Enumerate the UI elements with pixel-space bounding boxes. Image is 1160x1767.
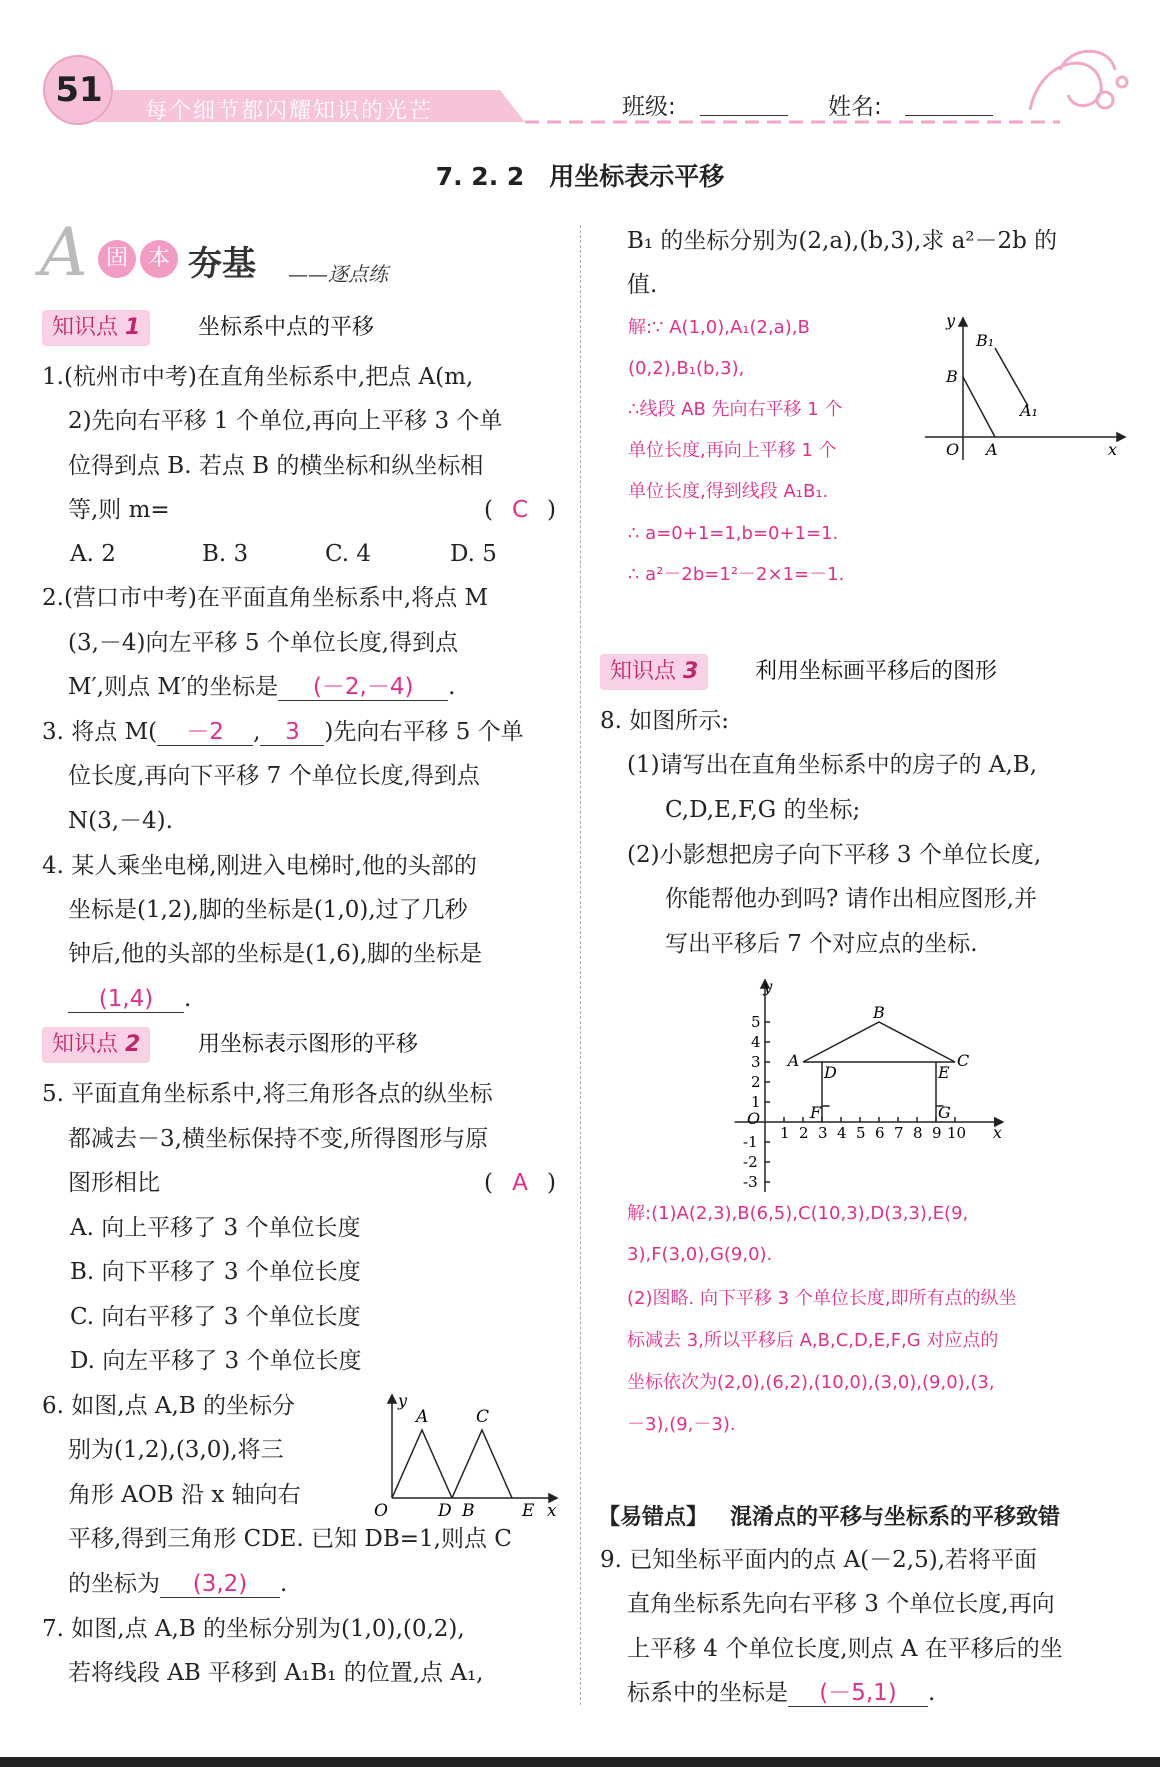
q6-label-x: x <box>547 1501 557 1521</box>
section-title: 7. 2. 2 用坐标表示平移 <box>435 162 725 191</box>
q3-line: N(3,－4). <box>68 808 173 834</box>
kp1-tag: 知识点 1 <box>42 310 150 346</box>
x-tick-label: 2 <box>799 1124 809 1142</box>
error-point-tag: 【易错点】 <box>598 1505 709 1530</box>
x-tick-label: 9 <box>932 1124 942 1142</box>
q7-label-b1: B₁ <box>976 331 995 350</box>
y-tick-label: -3 <box>743 1173 758 1191</box>
y-tick-label: 4 <box>751 1033 761 1051</box>
q6-label-e: E <box>522 1501 535 1521</box>
banner-char-1: 固 <box>98 240 136 278</box>
q9-line: 标系中的坐标是 <box>627 1680 788 1706</box>
motto: 每个细节都闪耀知识的光芒 <box>145 99 434 124</box>
q8-solution: 标减去 3,所以平移后 A,B,C,D,E,F,G 对应点的 <box>627 1330 999 1351</box>
q3-line-with-answer <box>42 717 524 747</box>
kp2-tag: 知识点 2 <box>42 1027 150 1063</box>
q1-option: B. 3 <box>202 541 249 567</box>
name-label: 姓名: <box>828 94 882 120</box>
y-tick-label: 2 <box>751 1073 761 1091</box>
page-number: 51 <box>55 70 103 110</box>
q5-line: 都减去－3,横坐标保持不变,所得图形与原 <box>68 1126 489 1152</box>
q9-line-with-answer: 标系中的坐标是 (－5,1) . <box>627 1680 936 1706</box>
y-tick-label: 5 <box>751 1013 761 1031</box>
q9-line: 9. 已知坐标平面内的点 A(－2,5),若将平面 <box>600 1547 1038 1573</box>
q6-label-a: A <box>416 1407 429 1427</box>
q1-option: C. 4 <box>325 541 372 567</box>
q5-answer: A <box>512 1170 528 1196</box>
q7-solution: 解:∵ A(1,0),A₁(2,a),B <box>628 317 810 338</box>
q7-line: 若将线段 AB 平移到 A₁B₁ 的位置,点 A₁, <box>68 1660 484 1686</box>
house-label-b: B <box>873 1003 885 1022</box>
house-label-d: D <box>824 1063 837 1082</box>
q8-figure <box>725 975 1025 1190</box>
q5-option: C. 向右平移了 3 个单位长度 <box>70 1304 361 1330</box>
q6-answer: (3,2) <box>160 1571 280 1598</box>
q8-solution: (2)图略. 向下平移 3 个单位长度,即所有点的纵坐 <box>627 1288 1017 1309</box>
y-tick-label: -2 <box>743 1153 758 1171</box>
q5-answer-bracket: ( A ) <box>484 1170 556 1196</box>
q3-sep: , <box>253 719 261 745</box>
error-point-title: 混淆点的平移与坐标系的平移致错 <box>730 1505 1061 1530</box>
q8-solution: 解:(1)A(2,3),B(6,5),C(10,3),D(3,3),E(9, <box>627 1203 969 1224</box>
q8-line: (1)请写出在直角坐标系中的房子的 A,B, <box>627 752 1038 778</box>
kp3-tag: 知识点 3 <box>600 654 708 690</box>
q9-answer: (－5,1) <box>788 1680 928 1707</box>
q5-option: A. 向上平移了 3 个单位长度 <box>70 1215 361 1241</box>
q7-label-o: O <box>946 440 960 459</box>
q7-line: 7. 如图,点 A,B 的坐标分别为(1,0),(0,2), <box>42 1616 465 1642</box>
kp1-title: 坐标系中点的平移 <box>198 315 375 340</box>
header <box>0 0 1160 140</box>
q7-line: 值. <box>627 272 658 298</box>
banner-subtitle: ——逐点练 <box>288 262 388 286</box>
y-tick-label: 3 <box>751 1053 761 1071</box>
class-blank <box>700 115 788 116</box>
banner <box>40 214 440 292</box>
house-label-y: y <box>763 977 773 996</box>
q6-line: 平移,得到三角形 CDE. 已知 DB=1,则点 C <box>68 1526 512 1552</box>
class-label: 班级: <box>622 94 676 120</box>
q5-option: B. 向下平移了 3 个单位长度 <box>70 1259 361 1285</box>
q4-answer: (1,4) <box>68 986 184 1013</box>
q6-label-y: y <box>398 1391 408 1410</box>
q6-label-o: O <box>374 1501 388 1521</box>
q5-line: 图形相比 <box>68 1170 160 1196</box>
x-tick-label: 7 <box>894 1124 904 1142</box>
q6-label-d: D <box>438 1501 452 1521</box>
house-label-c: C <box>957 1051 970 1070</box>
q2-line: M′,则点 M′的坐标是 <box>68 674 279 700</box>
q7-label-x: x <box>1108 440 1118 459</box>
q5-line: 5. 平面直角坐标系中,将三角形各点的纵坐标 <box>42 1081 493 1107</box>
q8-line: 你能帮他办到吗? 请作出相应图形,并 <box>665 886 1037 912</box>
flourish-icon <box>1030 51 1127 110</box>
q7-solution: (0,2),B₁(b,3), <box>628 358 745 379</box>
q8-line: C,D,E,F,G 的坐标; <box>665 797 861 823</box>
house-label-e: E <box>938 1063 950 1082</box>
q7-label-a: A <box>986 440 998 459</box>
q7-solution: ∴线段 AB 先向右平移 1 个 <box>628 399 843 420</box>
kp3-title: 利用坐标画平移后的图形 <box>755 659 998 684</box>
q4-line: 4. 某人乘坐电梯,刚进入电梯时,他的头部的 <box>42 853 477 879</box>
q6-line: 的坐标为 <box>68 1571 160 1597</box>
q6-line: 角形 AOB 沿 x 轴向右 <box>68 1482 301 1508</box>
q6-line-with-answer: 的坐标为 (3,2) . <box>68 1571 288 1597</box>
q9-line: 上平移 4 个单位长度,则点 A 在平移后的坐 <box>627 1636 1063 1662</box>
q6-figure <box>362 1390 562 1521</box>
q5-option: D. 向左平移了 3 个单位长度 <box>70 1348 362 1374</box>
q6-line: 6. 如图,点 A,B 的坐标分 <box>42 1393 296 1419</box>
q9-line: 直角坐标系先向右平移 3 个单位长度,再向 <box>627 1591 1055 1617</box>
x-tick-label: 4 <box>837 1124 847 1142</box>
house-label-a: A <box>787 1051 800 1070</box>
q7-solution: ∴ a=0+1=1,b=0+1=1. <box>628 523 839 544</box>
house-label-x: x <box>992 1123 1002 1142</box>
x-tick-label: 5 <box>856 1124 866 1142</box>
name-blank <box>905 115 993 116</box>
house-label-g: G <box>938 1103 951 1122</box>
q2-line-with-answer: M′,则点 M′的坐标是 (－2,－4) . <box>68 674 456 700</box>
q4-answer-line: (1,4) . <box>68 984 191 1014</box>
banner-title: 夯基 <box>188 244 256 284</box>
q1-answer-bracket: ( C ) <box>484 497 556 523</box>
q1-option: D. 5 <box>450 541 497 567</box>
q7-solution: 单位长度,再向上平移 1 个 <box>628 440 837 461</box>
q3-suffix: )先向右平移 5 个单 <box>324 719 524 745</box>
kp2-title: 用坐标表示图形的平移 <box>198 1032 419 1057</box>
y-tick-label: 1 <box>751 1093 761 1111</box>
q7-solution: ∴ a²－2b=1²－2×1=－1. <box>628 564 845 585</box>
q6-label-b: B <box>462 1501 475 1521</box>
q7-figure <box>920 310 1130 470</box>
q8-solution: 3),F(3,0),G(9,0). <box>627 1244 773 1265</box>
x-tick-label: 3 <box>818 1124 828 1142</box>
q3-answer-x: －2 <box>157 719 253 746</box>
q1-line: 位得到点 B. 若点 B 的横坐标和纵坐标相 <box>68 453 484 479</box>
banner-char-2: 本 <box>140 240 178 278</box>
q7-label-b: B <box>946 367 958 386</box>
y-tick-label: -1 <box>743 1133 758 1151</box>
house-label-o: O <box>747 1109 761 1128</box>
q1-option: A. 2 <box>70 541 116 567</box>
bottom-bar <box>0 1757 1160 1767</box>
q6-line: 别为(1,2),(3,0),将三 <box>68 1437 284 1463</box>
q4-line: 坐标是(1,2),脚的坐标是(1,0),过了几秒 <box>68 897 468 923</box>
q3-line: 位长度,再向下平移 7 个单位长度,得到点 <box>68 763 480 789</box>
q4-line: 钟后,他的头部的坐标是(1,6),脚的坐标是 <box>68 941 483 967</box>
q8-solution: 坐标依次为(2,0),(6,2),(10,0),(3,0),(9,0),(3, <box>627 1372 995 1393</box>
q8-line: 写出平移后 7 个对应点的坐标. <box>665 931 978 957</box>
x-tick-label: 1 <box>780 1124 790 1142</box>
q3-answer-y: 3 <box>260 719 324 746</box>
q2-line: 2.(营口市中考)在平面直角坐标系中,将点 M <box>42 585 489 611</box>
x-tick-label: 8 <box>913 1124 923 1142</box>
q2-answer: (－2,－4) <box>278 674 448 701</box>
x-tick-label: 10 <box>947 1124 967 1142</box>
q7-label-a1: A₁ <box>1020 401 1038 420</box>
q8-line: 8. 如图所示: <box>600 708 730 734</box>
house-label-f: F <box>810 1103 822 1122</box>
q7-solution: 单位长度,得到线段 A₁B₁. <box>628 481 829 502</box>
q7-label-y: y <box>946 311 956 330</box>
q2-line: (3,－4)向左平移 5 个单位长度,得到点 <box>68 630 459 656</box>
q1-line: 2)先向右平移 1 个单位,再向上平移 3 个单 <box>68 408 503 434</box>
q1-line: 1.(杭州市中考)在直角坐标系中,把点 A(m, <box>42 364 474 390</box>
q7-line: B₁ 的坐标分别为(2,a),(b,3),求 a²－2b 的 <box>627 228 1058 254</box>
q8-line: (2)小影想把房子向下平移 3 个单位长度, <box>627 842 1042 868</box>
q8-solution: －3),(9,－3). <box>627 1414 736 1435</box>
banner-letter: A <box>40 214 88 291</box>
q3-prefix: 3. 将点 M( <box>42 719 158 745</box>
x-tick-label: 6 <box>875 1124 885 1142</box>
house-roof <box>803 1022 955 1062</box>
column-divider <box>580 225 581 1705</box>
q1-answer: C <box>511 497 529 523</box>
q6-label-c: C <box>476 1407 490 1427</box>
q1-line: 等,则 m= <box>68 497 170 523</box>
